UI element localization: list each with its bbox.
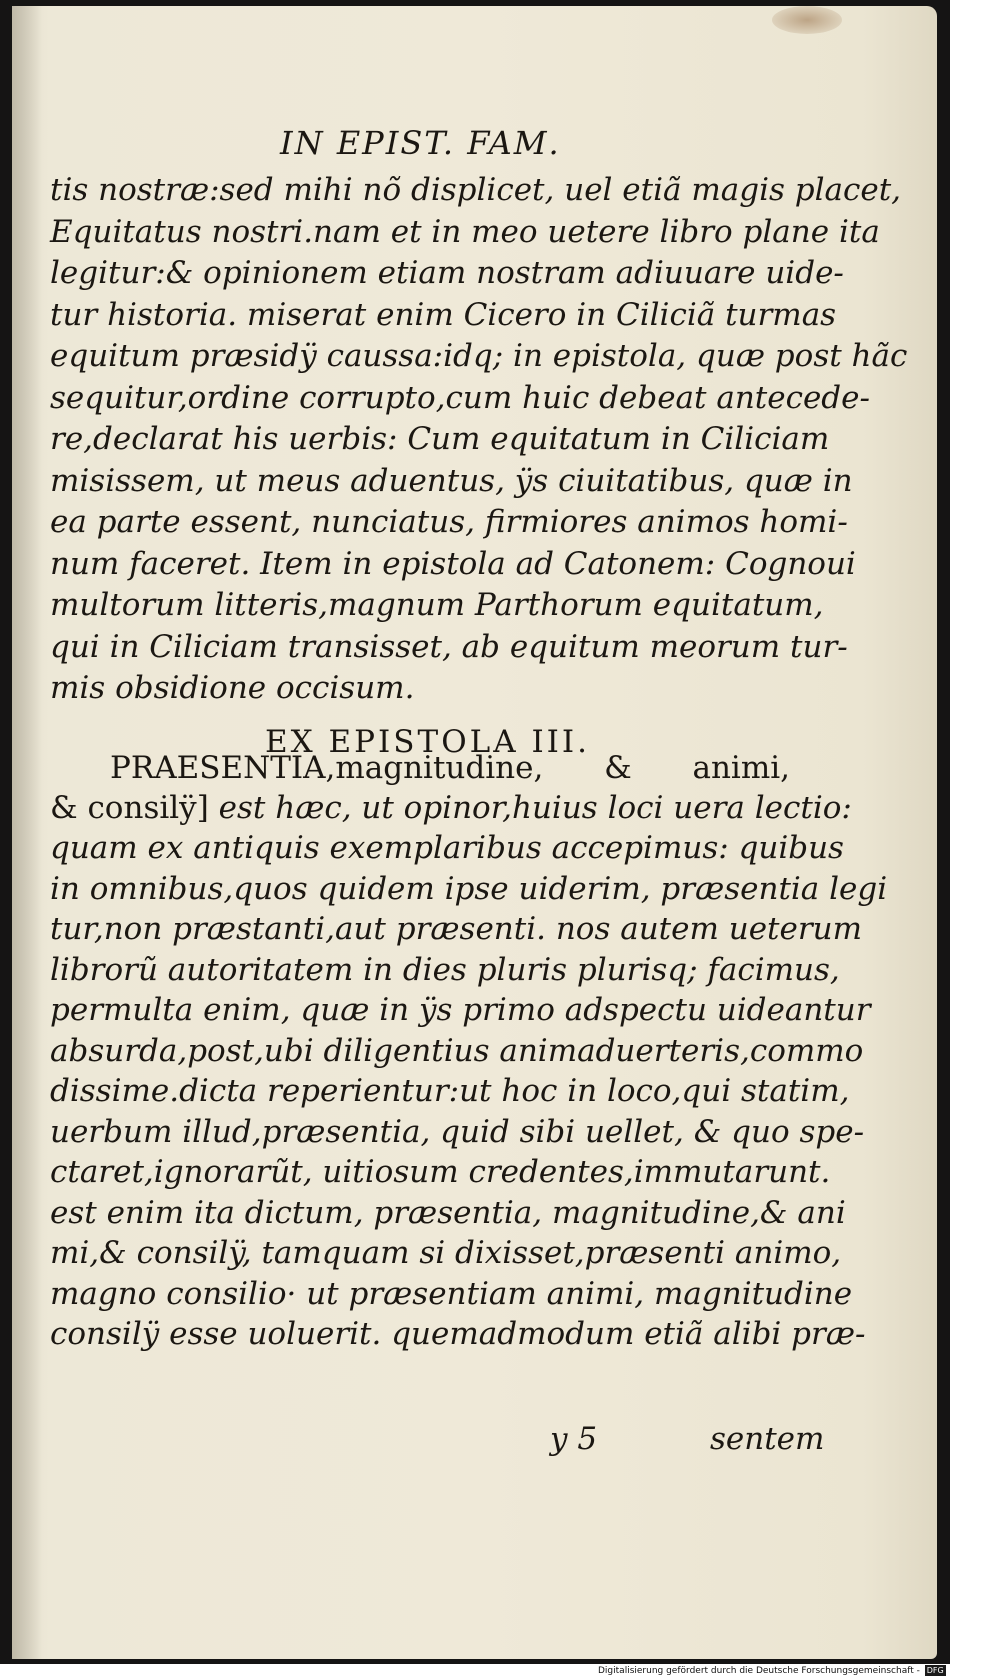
text-line: sequitur,ordine corrupto,cum huic debeat antecede- bbox=[50, 379, 870, 416]
lemma-line-2 bbox=[50, 788, 852, 828]
text-line: mi,& consilÿ, tamquam si dixisset,præsenti animo, bbox=[50, 1235, 842, 1271]
text-line: uerbum illud,præsentia, quid sibi uellet, & quo spe- bbox=[50, 1113, 865, 1150]
text-line: Equitatus nostri.nam et in meo uetere libro plane ita bbox=[50, 213, 880, 250]
text-line: tur historia. miserat enim Cicero in Ciliciã turmas bbox=[50, 296, 837, 333]
text-line: in omnibus,quos quidem ipse uiderim, præsentia legi bbox=[50, 870, 888, 907]
dfg-logo: DFG bbox=[926, 1666, 944, 1675]
text-line: tur,non præstanti,aut præsenti. nos autem ueterum bbox=[50, 911, 863, 947]
text-line: re,declarat his uerbis: Cum equitatum in Ciliciam bbox=[50, 421, 830, 457]
text-line: magno consilio· ut præsentiam animi, magnitudine bbox=[50, 1275, 853, 1312]
catchword: sentem bbox=[710, 1421, 825, 1457]
signature-mark: y 5 bbox=[550, 1421, 598, 1457]
lemma-commentary: est hæc, ut opinor,huius loci uera lectio: bbox=[218, 790, 852, 826]
text-line: ea parte essent, nunciatus, firmiores animos homi- bbox=[50, 504, 848, 540]
lemma-roman: & consilÿ] bbox=[50, 790, 209, 826]
text-line: multorum litteris,magnum Parthorum equitatum, bbox=[50, 587, 824, 623]
lemma-line-1: PRAESENTIA,magnitudine, & animi, bbox=[110, 750, 790, 786]
digitization-footer bbox=[598, 1664, 1000, 1679]
section-heading: EX EPISTOLA III. bbox=[265, 724, 591, 760]
text-line: quam ex antiquis exemplaribus accepimus: quibus bbox=[50, 830, 844, 866]
text-line: equitum præsidÿ caussa:idq; in epistola, quæ post hãc bbox=[50, 338, 908, 374]
running-head: IN EPIST. FAM. bbox=[280, 124, 561, 162]
text-line: consilÿ esse uoluerit. quemadmodum etiã alibi præ- bbox=[50, 1316, 866, 1352]
text-line: tis nostræ:sed mihi nõ displicet, uel etiã magis placet, bbox=[50, 172, 902, 208]
text-line: dissime.dicta reperientur:ut hoc in loco,qui statim, bbox=[50, 1073, 850, 1109]
text-line: mis obsidione occisum. bbox=[50, 670, 415, 706]
text-line: ctaret,ignorarũt, uitiosum credentes,immutarunt. bbox=[50, 1154, 831, 1190]
text-line: misissem, ut meus aduentus, ÿs ciuitatibus, quæ in bbox=[50, 462, 853, 499]
binding-shadow bbox=[12, 6, 42, 1659]
book-page bbox=[12, 6, 937, 1659]
text-line: librorũ autoritatem in dies pluris plurisq; facimus, bbox=[50, 951, 840, 988]
paper-stain bbox=[772, 6, 842, 34]
footer-text: Digitalisierung gefördert durch die Deutsche Forschungsgemeinschaft - bbox=[598, 1666, 920, 1676]
text-line: legitur:& opinionem etiam nostram adiuuare uide- bbox=[50, 255, 844, 291]
text-line: absurda,post,ubi diligentius animaduerteris,commo bbox=[50, 1032, 864, 1069]
text-line: est enim ita dictum, præsentia, magnitudine,& ani bbox=[50, 1194, 846, 1231]
text-line: qui in Ciliciam transisset, ab equitum meorum tur- bbox=[50, 628, 848, 665]
text-line: permulta enim, quæ in ÿs primo adspectu uideantur bbox=[50, 992, 871, 1028]
text-line: num faceret. Item in epistola ad Catonem: Cognoui bbox=[50, 545, 856, 582]
